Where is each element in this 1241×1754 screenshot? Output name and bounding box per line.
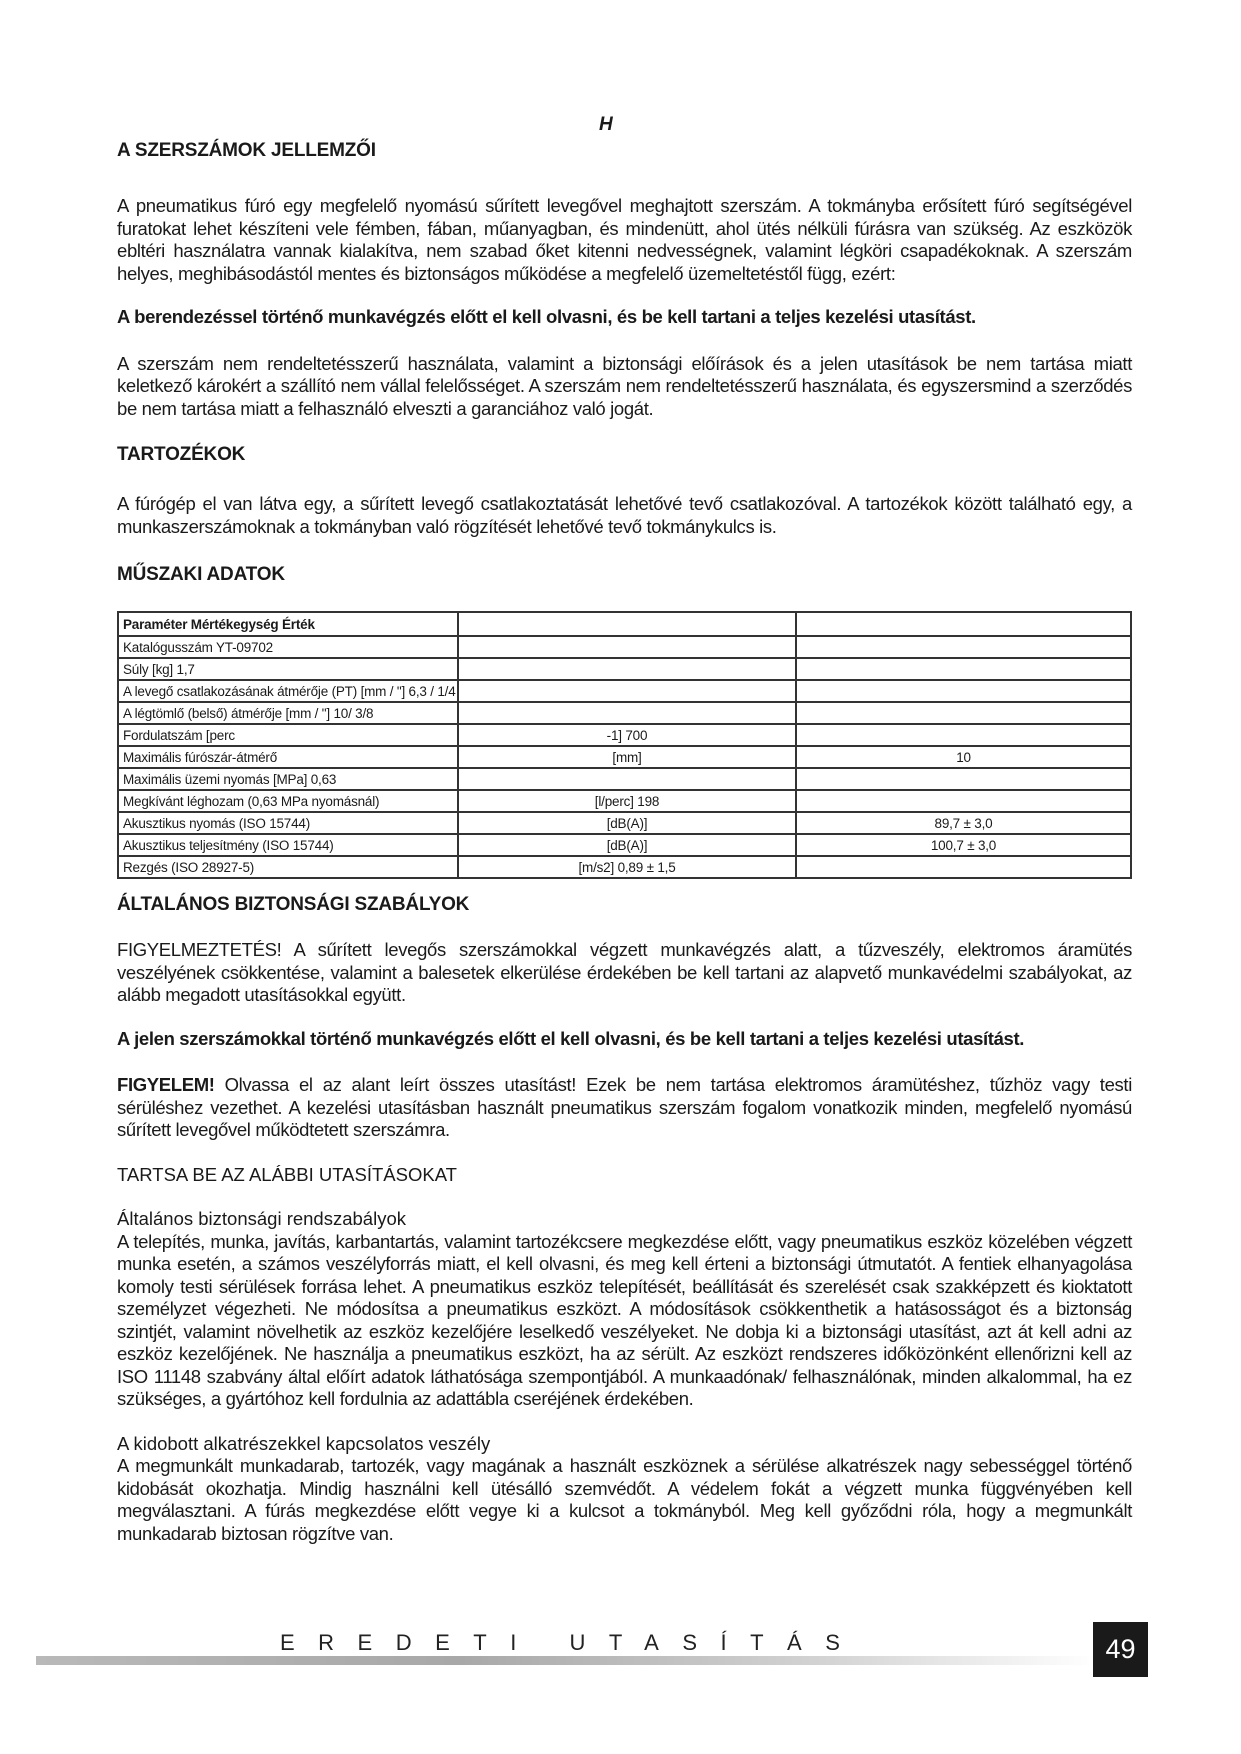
table-row (118, 812, 1131, 834)
table-row (118, 790, 1131, 812)
footer-text: EREDETI UTASÍTÁS (280, 1630, 864, 1655)
table-cell (796, 680, 1131, 702)
keep-instructions-heading: TARTSA BE AZ ALÁBBI UTASÍTÁSOKAT (117, 1163, 457, 1185)
table-cell: Maximális üzemi nyomás [MPa] 0,63 (118, 768, 458, 790)
table-cell (796, 702, 1131, 724)
table-cell: A levegő csatlakozásának átmérője (PT) [mm / "] 6,3 / 1/4 (118, 680, 458, 702)
tech-data-table (117, 611, 1132, 879)
table-row (118, 658, 1131, 680)
language-marker: H (599, 114, 613, 135)
table-cell: [mm] (458, 746, 796, 768)
safety-heading: ÁLTALÁNOS BIZTONSÁGI SZABÁLYOK (117, 894, 470, 915)
table-row (118, 612, 1131, 636)
table-cell: A légtömlő (belső) átmérője [mm / "] 10/ 3/8 (118, 702, 458, 724)
table-cell: [dB(A)] (458, 812, 796, 834)
ejected-parts-heading: A kidobott alkatrészekkel kapcsolatos veszély (117, 1432, 491, 1454)
table-cell: 100,7 ± 3,0 (796, 834, 1131, 856)
features-heading: A SZERSZÁMOK JELLEMZŐI (117, 140, 376, 161)
table-cell: Katalógusszám YT-09702 (118, 636, 458, 658)
table-cell (458, 768, 796, 790)
ejected-parts-text: A megmunkált munkadarab, tartozék, vagy magának a használt eszköznek a sérülése alkatrészek nagy sebességgel történő kidobását okozhatja. Mindig használni kell ütésálló szemvédőt. A védelem fokát a végzett munka függvényében kell megválasztani. A fúrás megkezdése előtt vegye ki a kulcsot a tokmányból. Meg kell győződni róla, hogy a megmunkált munkadarab biztosan rögzítve van. (117, 1455, 1132, 1544)
accessories-paragraph: A fúrógép el van látva egy, a sűrített levegő csatlakoztatását lehetővé tevő csatlakozóval. A tartozékok között található egy, a munkaszerszámoknak a tokmányban való rögzítését lehetővé tevő tokmánykulcs is. (117, 493, 1132, 537)
table-cell: Maximális fúrószár-átmérő (118, 746, 458, 768)
table-cell (796, 636, 1131, 658)
table-cell: Akusztikus teljesítmény (ISO 15744) (118, 834, 458, 856)
table-cell (458, 702, 796, 724)
table-cell: 89,7 ± 3,0 (796, 812, 1131, 834)
page-number: 49 (1093, 1622, 1148, 1677)
safety-warning-bold: A jelen szerszámokkal történő munkavégzés előtt el kell olvasni, és be kell tartani a teljes kezelési utasítást. (117, 1027, 1025, 1049)
features-warning-bold: A berendezéssel történő munkavégzés előtt el kell olvasni, és be kell tartani a teljes kezelési utasítást. (117, 306, 976, 327)
table-cell: -1] 700 (458, 724, 796, 746)
table-row (118, 636, 1131, 658)
table-row (118, 768, 1131, 790)
table-cell: Súly [kg] 1,7 (118, 658, 458, 680)
table-cell: 10 (796, 746, 1131, 768)
tech-data-heading: MŰSZAKI ADATOK (117, 564, 285, 585)
safety-warning-paragraph: FIGYELMEZTETÉS! A sűrített levegős szerszámokkal végzett munkavégzés alatt, a tűzveszély, elektromos áramütés veszélyének csökkentése, valamint a balesetek elkerülése érdekében be kell tartani az alapvető munkavédelmi szabályokat, az alább megadott utasításokkal együtt. (117, 939, 1132, 1005)
general-safety-heading: Általános biztonsági rendszabályok (117, 1208, 406, 1229)
table-row (118, 702, 1131, 724)
table-cell (796, 612, 1131, 636)
general-safety-text: A telepítés, munka, javítás, karbantartás, valamint tartozékcsere megkezdése előtt, vagy pneumatikus eszköz közelében végzett munka esetén, a számos veszélyforrás miatt, el kell olvasni, és meg kell érteni a biztonsági útmutatót. A fentiek elhanyagolása komoly testi sérülések forrása lehet. A pneumatikus eszköz telepítését, beállítását és szerelését csak szakképzett és kioktatott személyzet végezheti. Ne módosítsa a pneumatikus eszközt. A módosítások csökkenthetik a hatásosságot és a biztonság szintjét, valamint növelhetik az eszköz kezelőjére leselkedő veszélyeket. Ne dobja ki a biztonsági utasítást, azt át kell adni az eszköz kezelőjének. Ne használja a pneumatikus eszközt, ha az sérült. Az eszközt rendszeres időközönként ellenőrizni kell az ISO 11148 szabvány által előírt adatok láthatósága szempontjából. A munkaadónak/ felhasználónak, minden alkalommal, ha ez szükséges, a gyártóhoz kell fordulnia az adattábla cseréjének érdekében. (117, 1230, 1132, 1409)
table-cell (796, 768, 1131, 790)
table-cell: [m/s2] 0,89 ± 1,5 (458, 856, 796, 878)
table-cell: [dB(A)] (458, 834, 796, 856)
features-paragraph-1: A pneumatikus fúró egy megfelelő nyomású sűrített levegővel meghajtott szerszám. A tokmányba erősített fúró segítségével furatokat lehet készíteni vele fémben, fában, műanyagban, és mindenütt, ahol ütés nélküli fúrásra van szükség. Az eszközök ebltéri használatra vannak kialakítva, nem szabad őket kitenni nedvességnek, valamint légköri csapadékoknak. A szerszám helyes, meghibásodástól mentes és biztonságos működése a megfelelő üzemeltetéstől függ, ezért: (117, 195, 1132, 284)
table-cell: Rezgés (ISO 28927-5) (118, 856, 458, 878)
table-row (118, 856, 1131, 878)
safety-attention-paragraph (117, 1074, 1132, 1142)
table-cell (458, 680, 796, 702)
table-cell (796, 724, 1131, 746)
table-cell (796, 790, 1131, 812)
footer-bar (36, 1656, 1096, 1665)
table-cell: Fordulatszám [perc (118, 724, 458, 746)
table-cell: [l/perc] 198 (458, 790, 796, 812)
features-paragraph-2: A szerszám nem rendeltetésszerű használata, valamint a biztonsági előírások és a jelen utasítások be nem tartása miatt keletkező károkért a szállító nem vállal felelősséget. A szerszám nem rendeltetésszerű használata, és egyszersmind a szerződés be nem tartása miatt a felhasználó elveszti a garanciához való jogát. (117, 352, 1132, 419)
table-cell (796, 658, 1131, 680)
table-row (118, 724, 1131, 746)
table-row (118, 680, 1131, 702)
accessories-heading: TARTOZÉKOK (117, 444, 246, 465)
table-cell (458, 636, 796, 658)
attention-text: Olvassa el az alant leírt összes utasítást! Ezek be nem tartása elektromos áramütéshez, tűzhöz vagy testi sérüléshez vezethet. A kezelési utasításban használt pneumatikus szerszám fogalom vonatkozik minden, megfelelő nyomású sűrített levegővel működtetett szerszámra. (117, 1074, 1132, 1140)
table-row (118, 746, 1131, 768)
table-cell: Paraméter Mértékegység Érték (118, 612, 458, 636)
table-row (118, 834, 1131, 856)
page-content (117, 139, 1132, 1545)
table-cell (796, 856, 1131, 878)
table-cell (458, 612, 796, 636)
table-cell (458, 658, 796, 680)
attention-label: FIGYELEM! (117, 1074, 215, 1095)
table-cell: Akusztikus nyomás (ISO 15744) (118, 812, 458, 834)
table-cell: Megkívánt léghozam (0,63 MPa nyomásnál) (118, 790, 458, 812)
